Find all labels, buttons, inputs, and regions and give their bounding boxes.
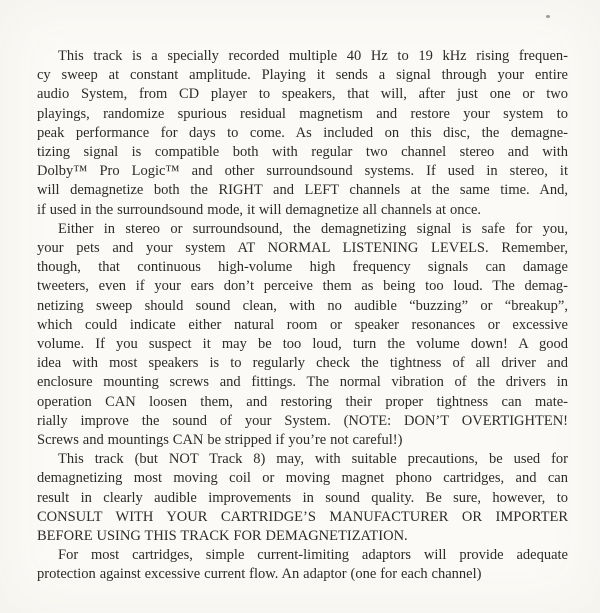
paragraph [37, 47, 568, 220]
text-line: if used in the surroundsound mode, it will demagnetize all channels at once. [37, 201, 482, 218]
text-line: rially improve the sound of your System. (NOTE: DON’T OVERTIGHTEN! [37, 412, 568, 429]
text-line: For most cartridges, simple current-limiting adaptors will provide adequate [58, 547, 568, 564]
paragraph [37, 546, 568, 584]
text-line: BEFORE USING THIS TRACK FOR DEMAGNETIZATION. [37, 528, 408, 545]
text-line: tizing signal is compatible both with regular two channel stereo and with [37, 144, 568, 161]
text-line: Either in stereo or surroundsound, the demagnetizing signal is safe for you, [58, 220, 568, 237]
paragraph [37, 220, 568, 450]
text-line: protection against excessive current flow. An adaptor (one for each channel) [37, 566, 482, 583]
paragraph [37, 450, 568, 546]
text-line: volume. If you suspect it may be too loud, turn the volume down! A good [37, 336, 568, 353]
text-line: This track (but NOT Track 8) may, with suitable precautions, be used for [58, 451, 568, 468]
text-line: cy sweep at constant amplitude. Playing it sends a signal through your entire [37, 67, 568, 84]
text-line: which could indicate either natural room or speaker resonances or excessive [37, 316, 568, 333]
text-line: netizing sweep should sound clean, with no audible “buzzing” or “breakup”, [37, 297, 568, 314]
text-line: result in clearly audible improvements in sound quality. Be sure, however, to [37, 489, 568, 506]
text-line: though, that continuous high-volume high frequency signals can damage [37, 259, 568, 276]
text-line: demagnetizing most moving coil or moving magnet phono cartridges, and can [37, 470, 568, 487]
text-line: This track is a specially recorded multiple 40 Hz to 19 kHz rising frequen- [58, 48, 568, 64]
text-line: CONSULT WITH YOUR CARTRIDGE’S MANUFACTURER OR IMPORTER [37, 508, 568, 525]
liner-notes-text [37, 47, 568, 585]
text-line: idea with most speakers is to regularly check the tightness of all driver and [37, 355, 568, 372]
text-line: enclosure mounting screws and fittings. The normal vibration of the drivers in [37, 374, 568, 391]
text-line: will demagnetize both the RIGHT and LEFT channels at the same time. And, [37, 182, 568, 199]
text-line: Dolby™ Pro Logic™ and other surroundsound systems. If used in stereo, it [37, 163, 568, 180]
text-line: peak performance for days to come. As included on this disc, the demagne- [37, 124, 568, 141]
text-line: audio System, from CD player to speakers, that will, after just one or two [37, 86, 568, 103]
text-line: operation CAN loosen them, and restoring their proper tightness can mate- [37, 393, 568, 410]
text-line: playings, randomize spurious residual magnetism and restore your system to [37, 105, 568, 122]
text-line: tweeters, even if your ears don’t perceive them as being too loud. The demag- [37, 278, 568, 295]
scan-artifact-dot [546, 15, 550, 18]
text-line: Screws and mountings CAN be stripped if you’re not careful!) [37, 432, 403, 449]
text-line: your pets and your system AT NORMAL LISTENING LEVELS. Remember, [37, 240, 568, 257]
